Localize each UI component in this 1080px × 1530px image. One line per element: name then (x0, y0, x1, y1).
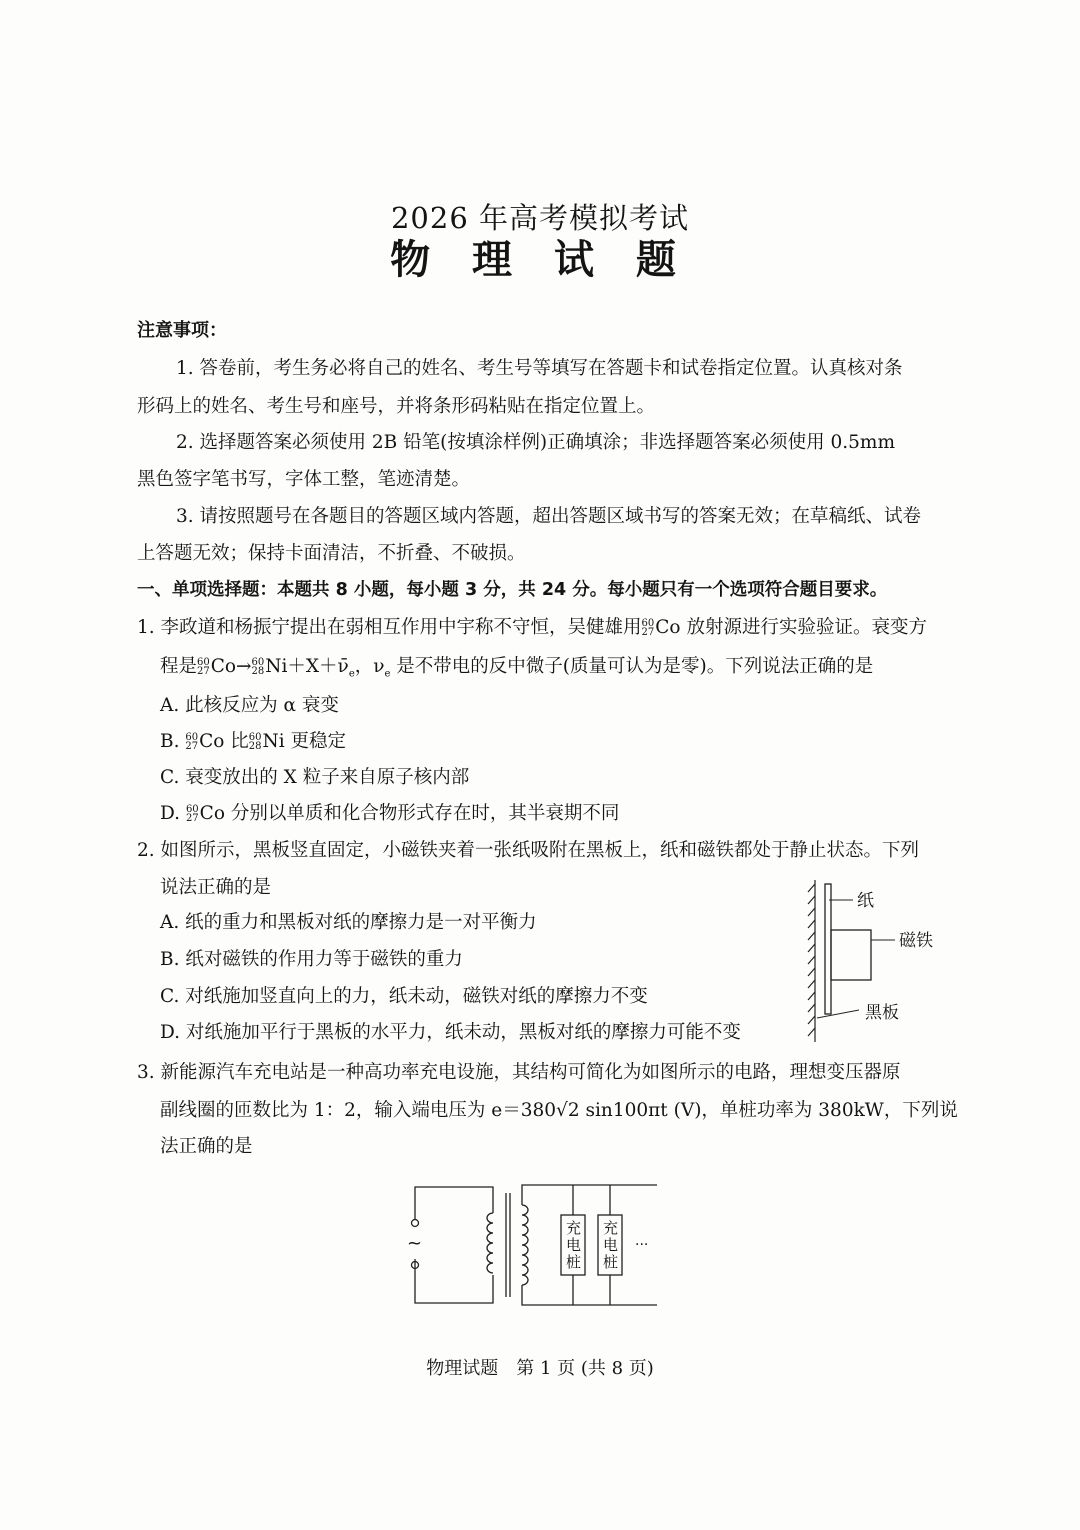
notice-item-2-line-1: 2. 选择题答案必须使用 2B 铅笔(按填涂样例)正确填涂；非选择题答案必须使用 0.5mm (176, 432, 895, 453)
q3-circuit-figure (395, 1175, 665, 1315)
notice-heading: 注意事项： (137, 320, 227, 341)
notice-item-2-line-2: 黑色签字笔书写，字体工整，笔迹清楚。 (137, 469, 471, 490)
q3-stem-line-2: 副线圈的匝数比为 1：2，输入端电压为 e＝380√2 sin100πt (V)，单桩功率为 380kW，下列说 (160, 1100, 958, 1121)
q1-stem-line-2: 程是 60 27 Co→ 60 28 $Ni+X+\nū_e$，$\nu_e$ 是不带电的反中微子(质量可认为是零)。下列说法正确的是 (160, 656, 874, 680)
q2-option-b: B. 纸对磁铁的作用力等于磁铁的重力 (160, 949, 463, 970)
primary-coil (487, 1213, 493, 1273)
label-magnet: 磁铁 (899, 931, 933, 951)
notice-item-1-line-2: 形码上的姓名、考生号和座号，并将条形码粘贴在指定位置上。 (137, 396, 656, 417)
q1-option-b: B. 60 27 Co 比 60 28 Ni 更稳定 (160, 731, 347, 752)
charger-label-char: 充 (566, 1219, 582, 1237)
isotope-co-60: 60 27 (641, 618, 655, 638)
paper-sheet (825, 884, 831, 1014)
label-paper: 纸 (857, 891, 874, 911)
charger-label-char: 桩 (603, 1253, 619, 1271)
exam-title: 2026 年高考模拟考试 (390, 201, 690, 235)
magnet-block (831, 930, 871, 980)
notice-item-1-line-1: 1. 答卷前，考生务必将自己的姓名、考生号等填写在答题卡和试卷指定位置。认真核对条 (176, 358, 903, 379)
charger-2-label (603, 1219, 618, 1271)
notice-item-3-line-1: 3. 请按照题号在各题目的答题区域内答题，超出答题区域书写的答案无效；在草稿纸、试卷 (176, 506, 922, 527)
charger-label-char: 电 (603, 1236, 619, 1254)
notice-item-3-line-2: 上答题无效；保持卡面清洁，不折叠、不破损。 (137, 543, 526, 564)
charger-label-char: 桩 (566, 1253, 582, 1271)
subject-title: 物 理 试 题 (390, 237, 690, 283)
q3-stem-line-3: 法正确的是 (160, 1136, 253, 1157)
q2-option-c: C. 对纸施加竖直向上的力，纸未动，磁铁对纸的摩擦力不变 (160, 986, 648, 1007)
q1-option-d: D. 60 27 Co 分别以单质和化合物形式存在时，其半衰期不同 (160, 803, 620, 824)
more-chargers-ellipsis: ··· (635, 1237, 649, 1253)
q2-stem-line-1: 2. 如图所示，黑板竖直固定，小磁铁夹着一张纸吸附在黑板上，纸和磁铁都处于静止状态。下列 (137, 840, 920, 861)
input-terminal-top (412, 1220, 419, 1227)
q1-option-a: A. 此核反应为 α 衰变 (160, 695, 339, 716)
q1-option-c: C. 衰变放出的 X 粒子来自原子核内部 (160, 767, 470, 788)
section-1-heading: 一、单项选择题：本题共 8 小题，每小题 3 分，共 24 分。每小题只有一个选项符合题目要求。 (137, 580, 888, 600)
label-blackboard: 黑板 (865, 1003, 899, 1023)
charger-label-char: 电 (566, 1236, 582, 1254)
q1-stem-line-1: 1. 李政道和杨振宁提出在弱相互作用中宇称不守恒，吴健雄用 60 27 Co 放射源进行实验验证。衰变方 (137, 617, 927, 638)
ac-source-symbol: ~ (407, 1233, 423, 1254)
page-footer: 物理试题 第 1 页 (共 8 页) (426, 1358, 654, 1379)
q2-stem-line-2: 说法正确的是 (160, 877, 272, 898)
q3-stem-line-1: 3. 新能源汽车充电站是一种高功率充电设施，其结构可简化为如图所示的电路，理想变压器原 (137, 1062, 901, 1083)
charger-label-char: 充 (603, 1219, 619, 1237)
q2-option-a: A. 纸的重力和黑板对纸的摩擦力是一对平衡力 (160, 912, 537, 933)
q2-figure (795, 870, 965, 1050)
blackboard-hatching (808, 880, 815, 1042)
secondary-coil (522, 1205, 528, 1285)
q2-option-d: D. 对纸施加平行于黑板的水平力，纸未动，黑板对纸的摩擦力可能不变 (160, 1022, 741, 1043)
charger-1-label (566, 1219, 581, 1271)
